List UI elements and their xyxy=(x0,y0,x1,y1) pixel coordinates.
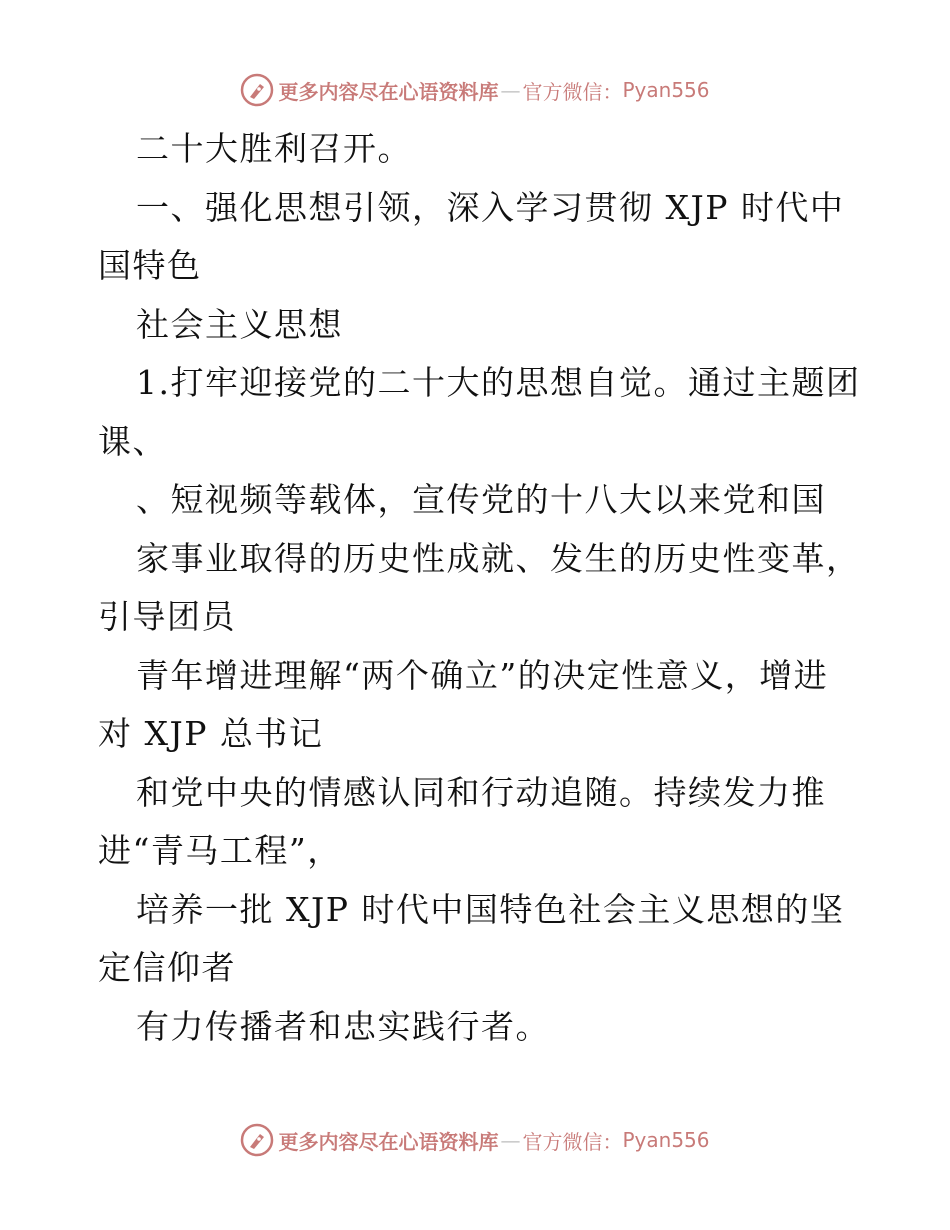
text-line: 、短视频等载体，宣传党的十八大以来党和国 xyxy=(136,480,826,519)
text-line: 和党中央的情感认同和行动追随。持续发力推 xyxy=(136,772,826,812)
watermark-brand: 更多内容尽在心语资料库 xyxy=(278,79,499,104)
pen-nib-logo-icon xyxy=(240,73,274,107)
text-line: 定信仰者 xyxy=(98,948,236,987)
watermark-label: 官方微信： xyxy=(522,79,623,104)
pen-nib-logo-icon xyxy=(240,1123,274,1157)
text-line: 引导团员 xyxy=(98,597,236,636)
text-line: 一、强化思想引领，深入学习贯彻 XJP 时代中 xyxy=(136,187,845,227)
text-line: 家事业取得的历史性成就、发生的历史性变革， xyxy=(136,538,861,578)
text-line: 青年增进理解“两个确立”的决定性意义，增进 xyxy=(136,655,829,695)
text-line: 有力传播者和忠实践行者。 xyxy=(136,1006,550,1046)
watermark-separator: — xyxy=(500,1128,521,1152)
footer-watermark xyxy=(0,1120,950,1160)
watermark-label: 官方微信： xyxy=(522,1129,623,1154)
text-line: 培养一批 XJP 时代中国特色社会主义思想的坚 xyxy=(136,889,845,929)
text-line: 课、 xyxy=(98,421,167,461)
header-watermark xyxy=(0,70,950,110)
watermark-wechat-id: Pyan556 xyxy=(622,1128,710,1152)
text-line: 对 XJP 总书记 xyxy=(98,714,324,753)
text-line: 1.打牢迎接党的二十大的思想自觉。通过主题团 xyxy=(136,363,861,402)
watermark-brand: 更多内容尽在心语资料库 xyxy=(278,1129,499,1154)
text-line: 国特色 xyxy=(98,246,202,285)
text-line: 二十大胜利召开。 xyxy=(136,129,412,168)
document-body xyxy=(98,120,868,1056)
watermark-separator: — xyxy=(500,78,521,102)
text-line: 进“青马工程”， xyxy=(98,831,342,870)
text-line: 社会主义思想 xyxy=(136,304,343,344)
watermark-wechat-id: Pyan556 xyxy=(622,78,710,102)
